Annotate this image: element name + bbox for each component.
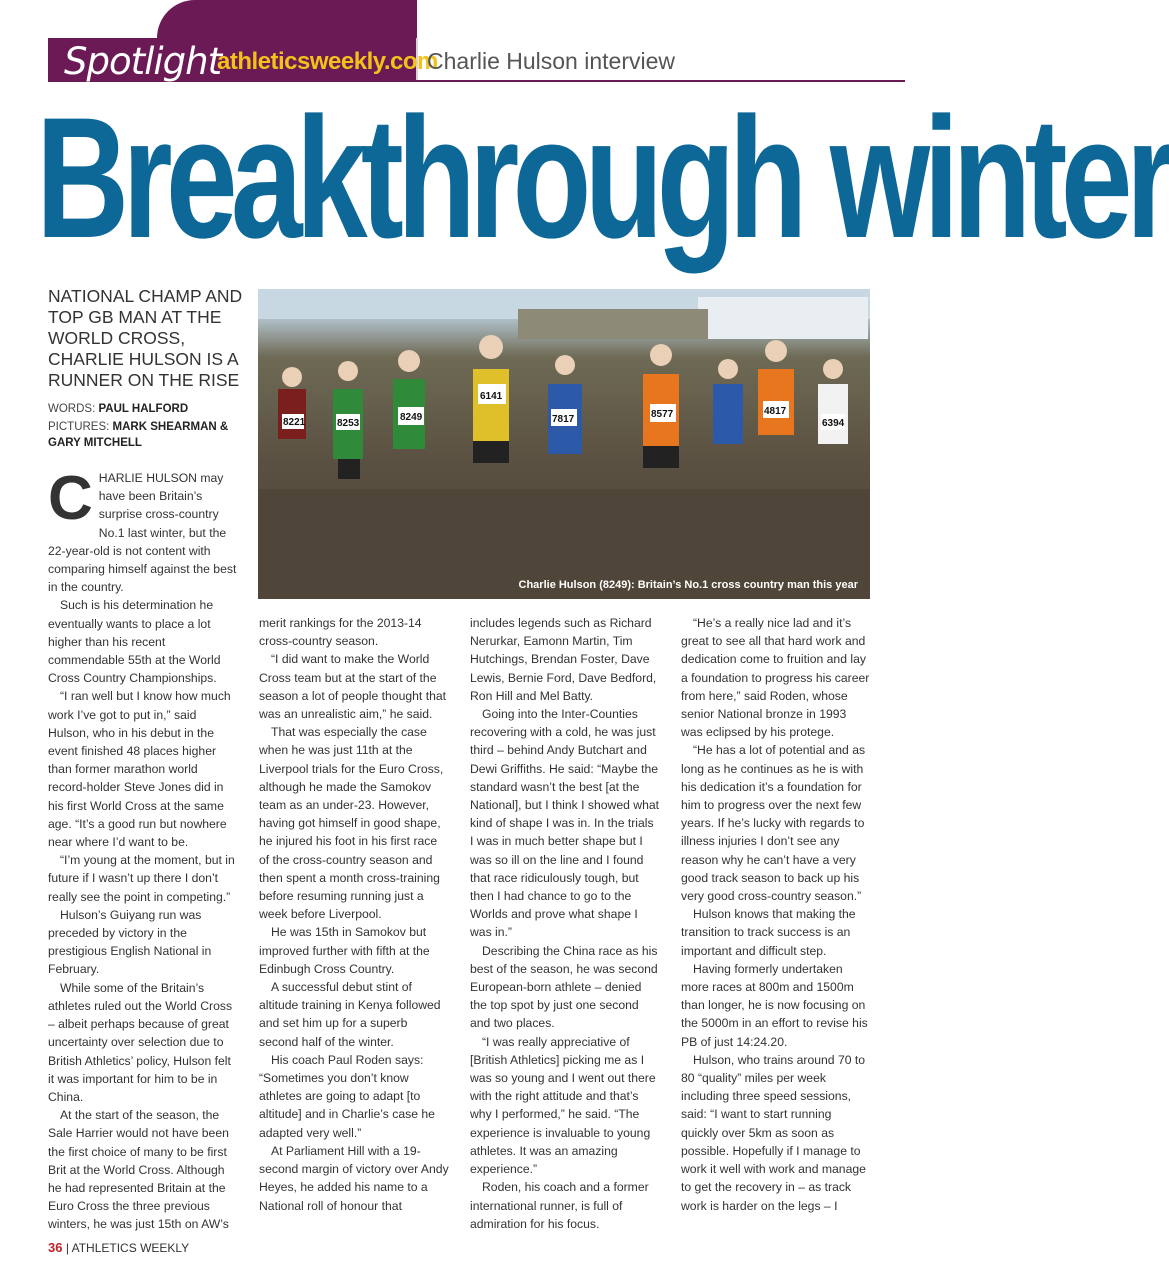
article-paragraph: CHARLIE HULSON may have been Britain’s surprise cross-country No.1 last winter, but the 22-year-old is not content with comparing himself against the best in the country. bbox=[48, 464, 237, 595]
article-paragraph: “I did want to make the World Cross team but at the start of the season a lot of people thought that was an unrealistic aim,” he said. bbox=[259, 652, 447, 722]
article-column-2 bbox=[259, 614, 449, 1215]
magazine-name: ATHLETICS WEEKLY bbox=[71, 1241, 190, 1255]
article-paragraph: Such is his determination he eventually wants to place a lot higher than his recent commendable 55th at the World Cross Country Championships. bbox=[48, 598, 221, 686]
bib-label: 6394 bbox=[822, 418, 845, 429]
bib-label: 4817 bbox=[764, 406, 787, 417]
footer-separator: | bbox=[65, 1241, 69, 1255]
bib-label: 8253 bbox=[337, 418, 360, 429]
bib-label: 8221 bbox=[283, 417, 306, 428]
article-paragraph: Going into the Inter-Counties recovering with a cold, he was just third – behind Andy Butchart and Dewi Griffiths. He said: “Maybe the standard wasn’t the best [at the National], but I think I showed what kind of shape I was in. In the trials I was in much better shape but I was so ill on the line and I found that race ridiculously tough, but then I had chance to go to the Worlds and prove what shape I was in.” bbox=[470, 707, 660, 940]
article-paragraph: Having formerly undertaken more races at 800m and 1500m than longer, he is now focusing on the 5000m in an effort to revise his PB of just 14:24.20. bbox=[681, 961, 868, 1049]
article-paragraph: includes legends such as Richard Nerurkar, Eamonn Martin, Tim Hutchings, Brendan Foster, Dave Lewis, Bernie Ford, Dave Bedford, Ron Hill and Mel Batty. bbox=[470, 616, 657, 703]
bib-label: 8577 bbox=[651, 409, 674, 420]
article-paragraph: Hulson knows that making the transition to track success is an important and difficult step. bbox=[681, 907, 856, 958]
section-subtitle: Charlie Hulson interview bbox=[427, 48, 675, 74]
article-paragraph: “He’s a really nice lad and it’s great to see all that hard work and dedication come to fruition and lay a foundation to progress his career from here,” said Roden, whose senior National bronze in 1993 was eclipsed by his protege. bbox=[681, 616, 870, 740]
bib-label: 7817 bbox=[552, 414, 575, 425]
article-paragraph: While some of the Britain’s athletes ruled out the World Cross – albeit perhaps because of great uncertainty over selection due to British Athletics’ policy, Hulson felt it was important for him to be in China. bbox=[48, 980, 233, 1104]
article-paragraph: At Parliament Hill with a 19-second margin of victory over Andy Heyes, he added his name to a National roll of honour that bbox=[259, 1143, 449, 1213]
article-paragraph: “I was really appreciative of [British Athletics] picking me as I was so young and I went out there with the right attitude and that’s why I performed,” he said. “The experience is invaluable to young athletes. It was an amazing experience.” bbox=[470, 1034, 656, 1177]
article-paragraph: “I’m young at the moment, but in future if I wasn’t up there I don’t really see the point in competing.” bbox=[48, 853, 235, 904]
article-paragraph: “I ran well but I know how much work I’ve got to put in,” said Hulson, who in his debut in the event finished 48 places higher than former marathon world record-holder Steve Jones did in his first World Cross at the same age. “It’s a good run but nowhere near where I’d want to be. bbox=[48, 689, 231, 850]
article-paragraph: Describing the China race as his best of the season, he was second European-born athlete – denied the top spot by just one second and two places. bbox=[470, 943, 658, 1031]
article-paragraph: Roden, his coach and a former international runner, is full of admiration for his focus. bbox=[470, 1180, 649, 1231]
race-photo bbox=[258, 289, 870, 599]
article-paragraph: Hulson’s Guiyang run was preceded by victory in the prestigious English National in February. bbox=[48, 907, 212, 977]
header-tab bbox=[157, 0, 417, 38]
page-footer bbox=[48, 1240, 189, 1255]
photo-caption: Charlie Hulson (8249): Britain’s No.1 cross country man this year bbox=[518, 579, 858, 591]
article-column-1 bbox=[48, 464, 238, 1234]
site-link[interactable]: athleticsweekly.com bbox=[217, 48, 438, 75]
article-paragraph: Hulson, who trains around 70 to 80 “quality” miles per week including three speed sessions, said: “I want to start running quickly over 5km as soon as possible. Hopefully if I manage to work it well with work and manage to get the recovery in – as track work is harder on the legs – I bbox=[681, 1052, 866, 1213]
article-paragraph: “He has a lot of potential and as long as he continues as he is with his dedication it’s a foundation for him to progress over the next few years. If he’s lucky with regards to illness injuries I don’t see any reason why he can’t have a very good track season to back up his very good cross-country season.” bbox=[681, 743, 866, 904]
standfirst: NATIONAL CHAMP AND TOP GB MAN AT THE WORLD CROSS, CHARLIE HULSON IS A RUNNER ON THE RISE bbox=[48, 286, 243, 390]
article-paragraph: merit rankings for the 2013-14 cross-country season. bbox=[259, 616, 422, 649]
runners-illustration bbox=[258, 289, 870, 599]
article-paragraph: He was 15th in Samokov but improved further with fifth at the Edinbugh Cross Country. bbox=[259, 925, 430, 976]
drop-cap: C bbox=[48, 464, 93, 533]
bib-label: 8249 bbox=[400, 412, 423, 423]
page-number: 36 bbox=[48, 1240, 63, 1255]
page-title: Breakthrough winter bbox=[36, 82, 1169, 274]
article-column-4 bbox=[681, 614, 871, 1215]
section-label: Spotlight bbox=[64, 40, 222, 83]
article-paragraph: A successful debut stint of altitude training in Kenya followed and set him up for a superb second half of the winter. bbox=[259, 980, 441, 1049]
bib-label: 6141 bbox=[480, 391, 503, 402]
byline-pictures: PICTURES: MARK SHEARMAN & GARY MITCHELL bbox=[48, 421, 229, 449]
article-column-3 bbox=[470, 614, 660, 1233]
article-paragraph: That was especially the case when he was just 11th at the Liverpool trials for the Euro Cross, although he made the Samokov team as an under-23. However, having got himself in good shape, he injured his foot in his first race of the cross-country season and then spent a month cross-training before resuming running just a week before Liverpool. bbox=[259, 725, 444, 922]
byline-words: WORDS: PAUL HALFORD bbox=[48, 403, 189, 415]
article-paragraph: His coach Paul Roden says: “Sometimes you don’t know athletes are going to adapt [to altitude] and in Charlie’s case he adapted very well.” bbox=[259, 1052, 435, 1140]
article-paragraph: At the start of the season, the Sale Harrier would not have been the first choice of many to be first Brit at the World Cross. Although he had represented Britain at the Euro Cross the three previous winters, he was just 15th on AW’s bbox=[48, 1108, 229, 1232]
